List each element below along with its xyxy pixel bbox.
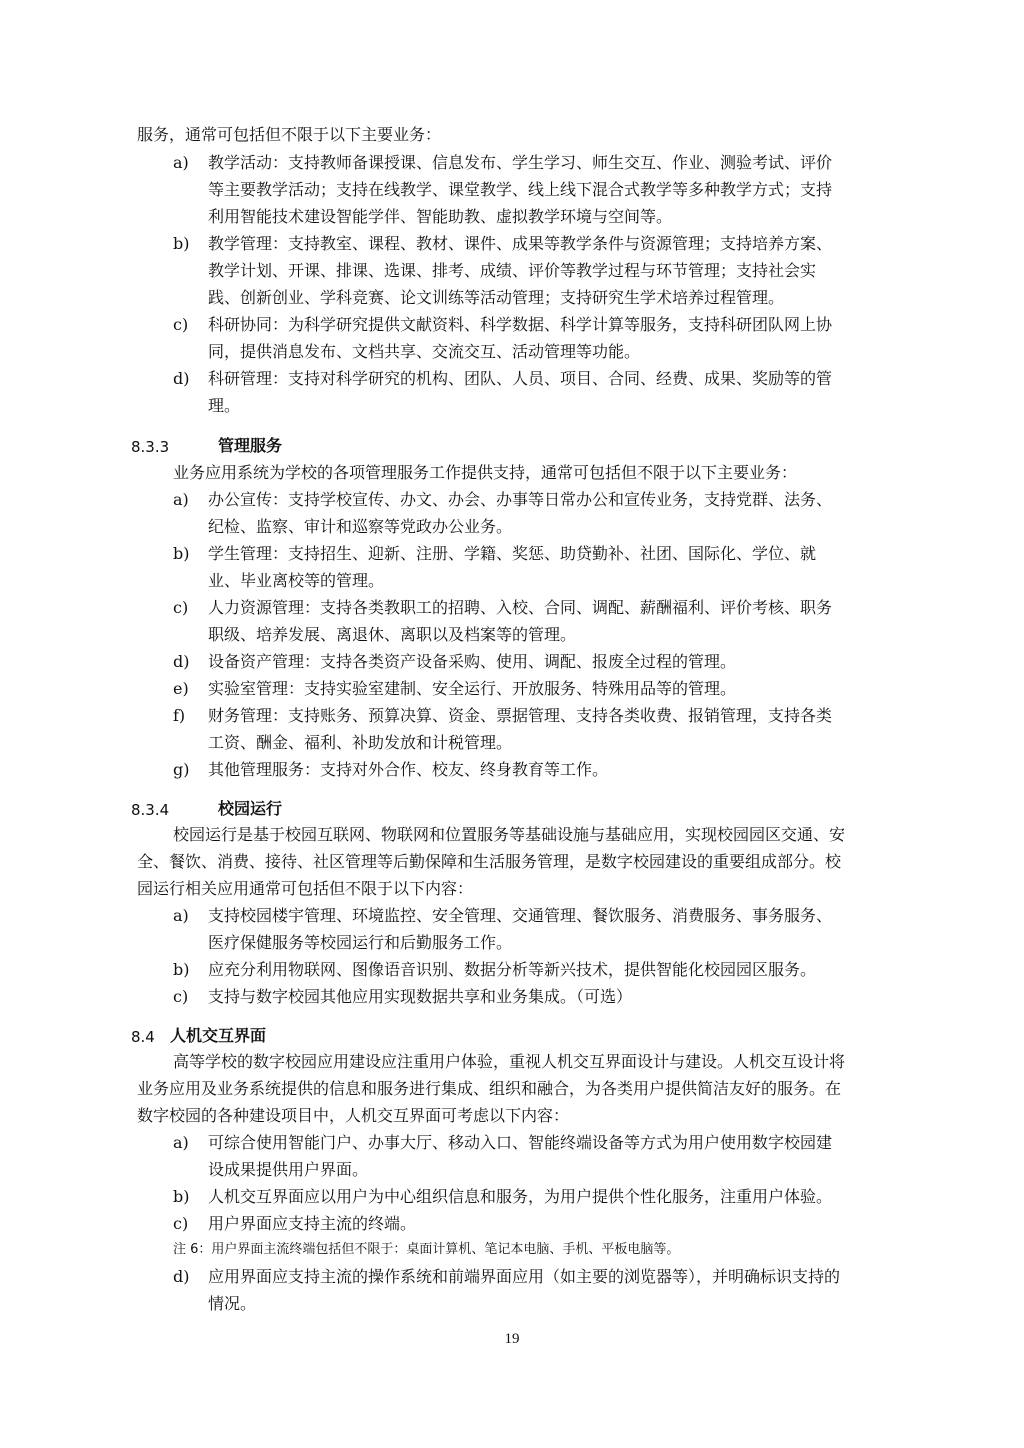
list-item-label: b) <box>173 960 190 979</box>
list-item-label: c) <box>173 315 189 334</box>
list-item-label: a) <box>173 153 189 172</box>
section-intro: 全、餐饮、消费、接待、社区管理等后勤保障和生活服务管理，是数字校园建设的重要组成部分。校 <box>137 852 842 871</box>
intro-line: 服务，通常可包括但不限于以下主要业务： <box>137 125 442 144</box>
section-title: 人机交互界面 <box>170 1026 267 1045</box>
list-item-text: 设备资产管理：支持各类资产设备采购、使用、调配、报废全过程的管理。 <box>208 652 737 671</box>
list-item-label: f) <box>173 706 186 725</box>
list-item-text: 应充分利用物联网、图像语音识别、数据分析等新兴技术，提供智能化校园园区服务。 <box>208 960 817 979</box>
page-number: 19 <box>504 1331 520 1347</box>
list-item-text: 支持校园楼宇管理、环境监控、安全管理、交通管理、餐饮服务、消费服务、事务服务、 <box>208 906 833 925</box>
list-item-text: 教学管理：支持教室、课程、教材、课件、成果等教学条件与资源管理；支持培养方案、 <box>208 234 833 253</box>
list-item-text: 工资、酬金、福利、补助发放和计税管理。 <box>208 733 513 752</box>
list-item-text: 教学活动：支持教师备课授课、信息发布、学生学习、师生交互、作业、测验考试、评价 <box>208 153 833 172</box>
list-item-label: a) <box>173 1133 189 1152</box>
list-item-label: d) <box>173 1267 190 1286</box>
list-item-text: 利用智能技术建设智能学伴、智能助教、虚拟教学环境与空间等。 <box>208 207 673 226</box>
list-item-text: 学生管理：支持招生、迎新、注册、学籍、奖惩、助贷勤补、社团、国际化、学位、就 <box>208 544 817 563</box>
list-item-text: 情况。 <box>208 1294 257 1313</box>
list-item-text: 践、创新创业、学科竞赛、论文训练等活动管理；支持研究生学术培养过程管理。 <box>208 288 785 307</box>
list-item-label: c) <box>173 1214 189 1233</box>
section-intro: 业务应用及业务系统提供的信息和服务进行集成、组织和融合，为各类用户提供简洁友好的服务。在 <box>137 1079 842 1098</box>
list-item-label: d) <box>173 652 190 671</box>
section-intro: 数字校园的各种建设项目中，人机交互界面可考虑以下内容： <box>137 1106 570 1125</box>
section-intro: 园运行相关应用通常可包括但不限于以下内容： <box>137 879 474 898</box>
list-item-text: 用户界面应支持主流的终端。 <box>208 1214 417 1233</box>
list-item-text: 业、毕业离校等的管理。 <box>208 571 385 590</box>
list-item-label: b) <box>173 234 190 253</box>
list-item-text: 其他管理服务：支持对外合作、校友、终身教育等工作。 <box>208 760 609 779</box>
list-item-text: 设成果提供用户界面。 <box>208 1160 369 1179</box>
note: 注 6：用户界面主流终端包括但不限于：桌面计算机、笔记本电脑、手机、平板电脑等。 <box>173 1242 680 1257</box>
list-item-text: 医疗保健服务等校园运行和后勤服务工作。 <box>208 933 513 952</box>
section-intro: 业务应用系统为学校的各项管理服务工作提供支持，通常可包括但不限于以下主要业务： <box>173 463 798 482</box>
list-item-label: a) <box>173 490 189 509</box>
list-item-text: 财务管理：支持账务、预算决算、资金、票据管理、支持各类收费、报销管理，支持各类 <box>208 706 833 725</box>
list-item-label: g) <box>173 760 190 779</box>
list-item-text: 教学计划、开课、排课、选课、排考、成绩、评价等教学过程与环节管理；支持社会实 <box>208 261 817 280</box>
section-number: 8.3.4 <box>131 801 170 819</box>
list-item-text: 纪检、监察、审计和巡察等党政办公业务。 <box>208 517 513 536</box>
list-item-text: 等主要教学活动；支持在线教学、课堂教学、线上线下混合式教学等多种教学方式；支持 <box>208 180 833 199</box>
section-number: 8.4 <box>131 1028 155 1046</box>
list-item-text: 办公宣传：支持学校宣传、办文、办会、办事等日常办公和宣传业务，支持党群、法务、 <box>208 490 833 509</box>
list-item-label: c) <box>173 987 189 1006</box>
list-item-label: b) <box>173 544 190 563</box>
list-item-text: 支持与数字校园其他应用实现数据共享和业务集成。（可选） <box>208 987 633 1006</box>
list-item-text: 应用界面应支持主流的操作系统和前端界面应用（如主要的浏览器等），并明确标识支持的 <box>208 1267 841 1286</box>
section-title: 管理服务 <box>218 436 283 455</box>
list-item-text: 可综合使用智能门户、办事大厅、移动入口、智能终端设备等方式为用户使用数字校园建 <box>208 1133 833 1152</box>
section-intro: 高等学校的数字校园应用建设应注重用户体验，重视人机交互界面设计与建设。人机交互设计将 <box>173 1052 846 1071</box>
list-item-text: 同，提供消息发布、文档共享、交流交互、活动管理等功能。 <box>208 342 641 361</box>
list-item-label: c) <box>173 598 189 617</box>
section-intro: 校园运行是基于校园互联网、物联网和位置服务等基础设施与基础应用，实现校园园区交通、安 <box>173 825 846 844</box>
list-item-text: 人力资源管理：支持各类教职工的招聘、入校、合同、调配、薪酬福利、评价考核、职务 <box>208 598 833 617</box>
list-item-text: 职级、培养发展、离退休、离职以及档案等的管理。 <box>208 625 577 644</box>
list-item-text: 人机交互界面应以用户为中心组织信息和服务，为用户提供个性化服务，注重用户体验。 <box>208 1187 833 1206</box>
list-item-text: 科研管理：支持对科学研究的机构、团队、人员、项目、合同、经费、成果、奖励等的管 <box>208 369 833 388</box>
list-item-label: e) <box>173 679 189 698</box>
list-item-label: b) <box>173 1187 190 1206</box>
list-item-label: d) <box>173 369 190 388</box>
list-item-label: a) <box>173 906 189 925</box>
list-item-text: 理。 <box>208 396 241 415</box>
section-title: 校园运行 <box>218 799 283 818</box>
section-number: 8.3.3 <box>131 438 170 456</box>
list-item-text: 科研协同：为科学研究提供文献资料、科学数据、科学计算等服务，支持科研团队网上协 <box>208 315 833 334</box>
list-item-text: 实验室管理：支持实验室建制、安全运行、开放服务、特殊用品等的管理。 <box>208 679 737 698</box>
